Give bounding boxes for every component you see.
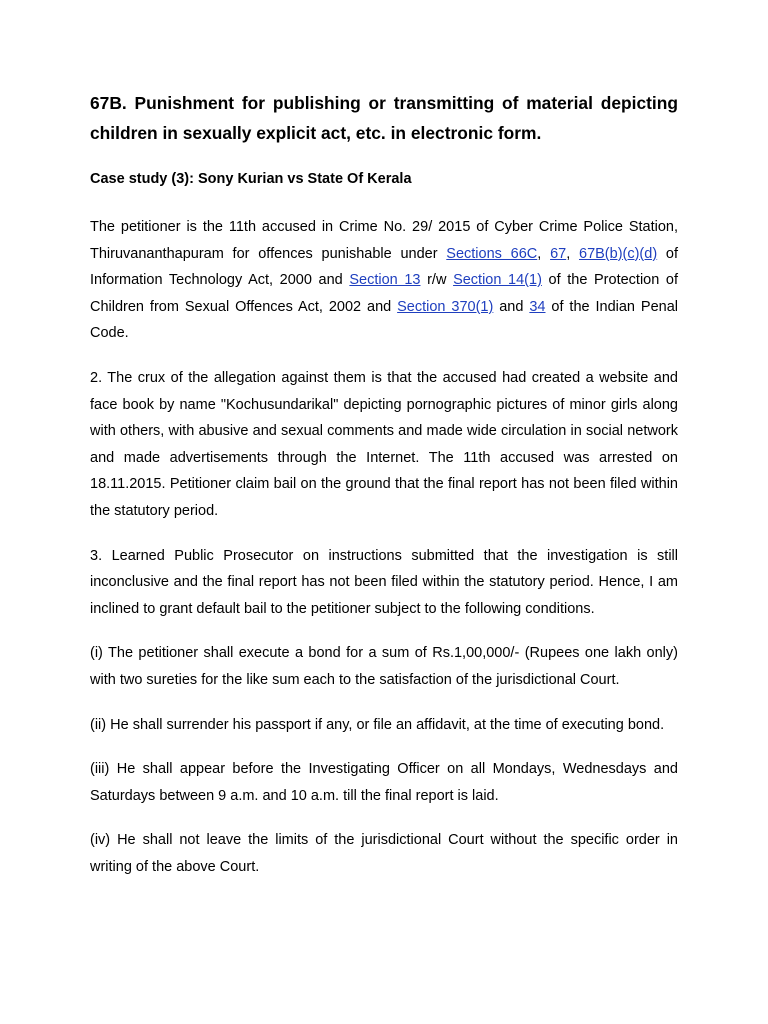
section-title: 67B. Punishment for publishing or transmitting of material depicting children in sexually explicit act, etc. in electronic form. xyxy=(90,93,678,143)
condition-i: (i) The petitioner shall execute a bond for a sum of Rs.1,00,000/- (Rupees one lakh only) with two sureties for the like sum each to the satisfaction of the jurisdictional Court. xyxy=(90,645,678,688)
para1-text-5: r/w xyxy=(420,272,454,289)
condition-iii: (iii) He shall appear before the Investigating Officer on all Mondays, Wednesdays and Saturdays between 9 a.m. and 10 a.m. till the final report is laid. xyxy=(90,761,678,804)
condition-iv: (iv) He shall not leave the limits of the jurisdictional Court without the specific order in writing of the above Court. xyxy=(90,832,678,875)
link-section-370-1[interactable]: Section 370(1) xyxy=(397,298,494,315)
para1-text-2: , xyxy=(537,245,551,262)
condition-ii: (ii) He shall surrender his passport if any, or file an affidavit, at the time of executing bond. xyxy=(90,716,665,733)
para1-text-6: of the Protection of Children from Sexual Offences Act, 2002 and xyxy=(90,272,679,315)
link-section-13[interactable]: Section 13 xyxy=(349,272,421,289)
para1-text-4: of Information Technology Act, 2000 and xyxy=(90,245,679,289)
para1-text-8: of the Indian Penal Code. xyxy=(90,298,678,342)
para1-text-3: , xyxy=(566,245,579,262)
paragraph-prosecutor: 3. Learned Public Prosecutor on instructions submitted that the investigation is still inconclusive and the final report has not been filed within the statutory period. Hence, I am inclined to grant default bail to the petitioner subject to the following conditions. xyxy=(90,547,678,617)
para1-text-1: The petitioner is the 11th accused in Crime No. 29/ 2015 of Cyber Crime Police Station, Thiruvananthapuram for offences punishable under xyxy=(90,219,678,262)
link-section-67[interactable]: 67 xyxy=(550,245,567,262)
para1-text-7: and xyxy=(493,298,530,315)
paragraph-petitioner xyxy=(90,214,678,347)
link-section-34[interactable]: 34 xyxy=(529,298,546,315)
link-sections-66c[interactable]: Sections 66C xyxy=(446,245,538,262)
paragraph-allegation: 2. The crux of the allegation against them is that the accused had created a website and face book by name "Kochusundarikal" depicting pornographic pictures of minor girls along with others, with abusive and sexual comments and made wide circulation in social network and made advertisements through the Internet. The 11th accused was arrested on 18.11.2015. Petitioner claim bail on the ground that the final report has not been filed within the statutory period. xyxy=(90,369,678,519)
link-section-14-1[interactable]: Section 14(1) xyxy=(453,272,542,289)
link-section-67b[interactable]: 67B(b)(c)(d) xyxy=(579,245,658,262)
case-study-heading: Case study (3): Sony Kurian vs State Of Kerala xyxy=(90,171,412,187)
document-body xyxy=(90,88,678,898)
